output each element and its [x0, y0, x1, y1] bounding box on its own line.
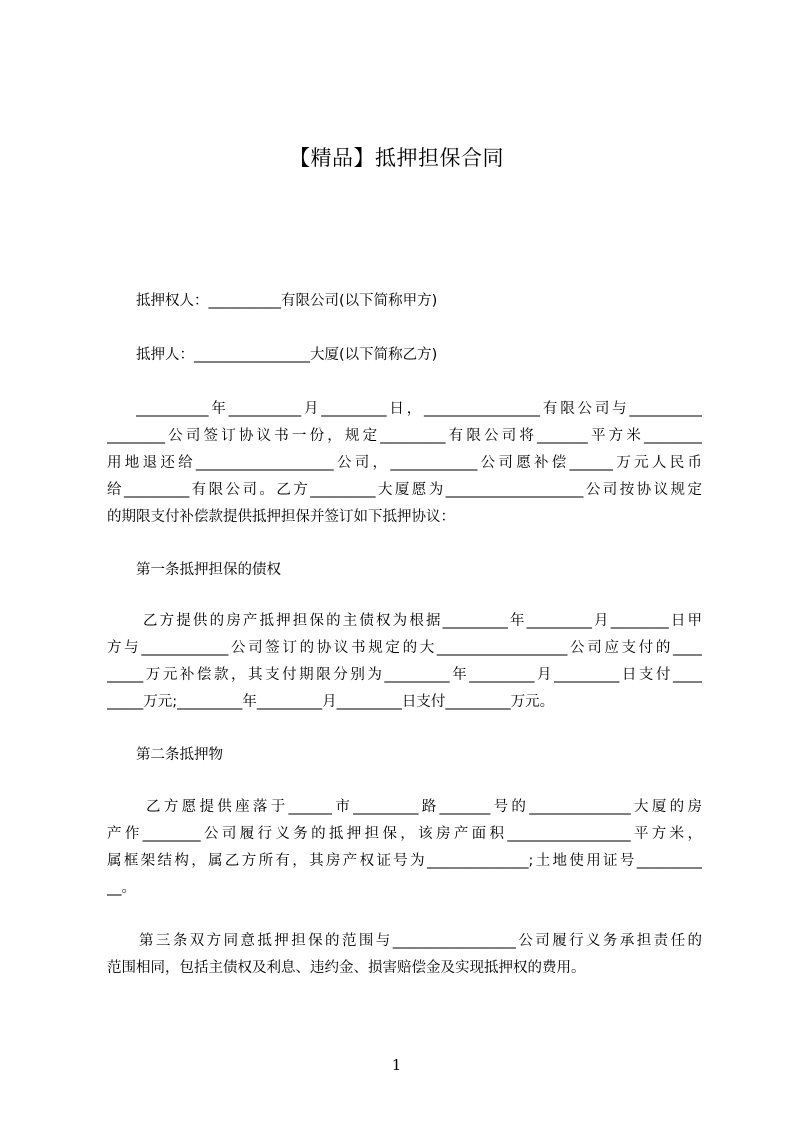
article2-line: 属框架结构，属乙方所有，其房产权证号为______________;土地使用证号_________: [107, 853, 702, 869]
article3-line: 第三条双方同意抵押担保的范围与_________________公司履行义务承担责任的: [139, 933, 702, 949]
article1-line: _____万元;_________年_________月_________日支付_________万元。: [107, 694, 555, 710]
article1-line: 乙方提供的房产抵押担保的主债权为根据_________年_________月________日甲: [143, 613, 702, 629]
article3-line: 范围相同，包括主债权及利息、违约金、损害赔偿金及实现抵押权的费用。: [107, 960, 586, 976]
document-title: 【精品】抵押担保合同: [289, 146, 504, 170]
preamble-line: 用地退还给___________________公司，____________公司愿补偿______万元人民币: [107, 455, 702, 471]
article2-line: 产作________公司履行义务的抵押担保，该房产面积_________________平方米，: [107, 826, 702, 842]
mortgagor-line: 抵押人：________________大厦(以下简称乙方): [136, 347, 438, 363]
article2-heading: 第二条抵押物: [136, 747, 223, 763]
preamble-line: ________公司签订协议书一份，规定_________有限公司将_______平方米________: [107, 428, 702, 444]
article1-heading: 第一条抵押担保的债权: [136, 562, 281, 578]
page-number: 1: [391, 1056, 402, 1074]
article1-line: _____万元补偿款，其支付期限分别为_________年_________月_________日支付____: [107, 667, 702, 683]
article1-line: 方与____________公司签订的协议书规定的大__________________公司应支付的____: [107, 640, 702, 656]
preamble-line: 的期限支付补偿款提供抵押担保并签订如下抵押协议：: [107, 509, 455, 525]
preamble-line: 给_________有限公司。乙方_________大厦愿为___________________公司按协议规定: [107, 482, 702, 498]
mortgagee-line: 抵押权人：__________有限公司(以下简称甲方): [136, 293, 438, 309]
article2-line: __。: [107, 880, 136, 896]
preamble-line: __________年__________月_________日，________________有限公司与__________: [136, 401, 702, 417]
article2-line: 乙方愿提供座落于______市_________路_______号的______________大厦的房: [146, 799, 702, 815]
